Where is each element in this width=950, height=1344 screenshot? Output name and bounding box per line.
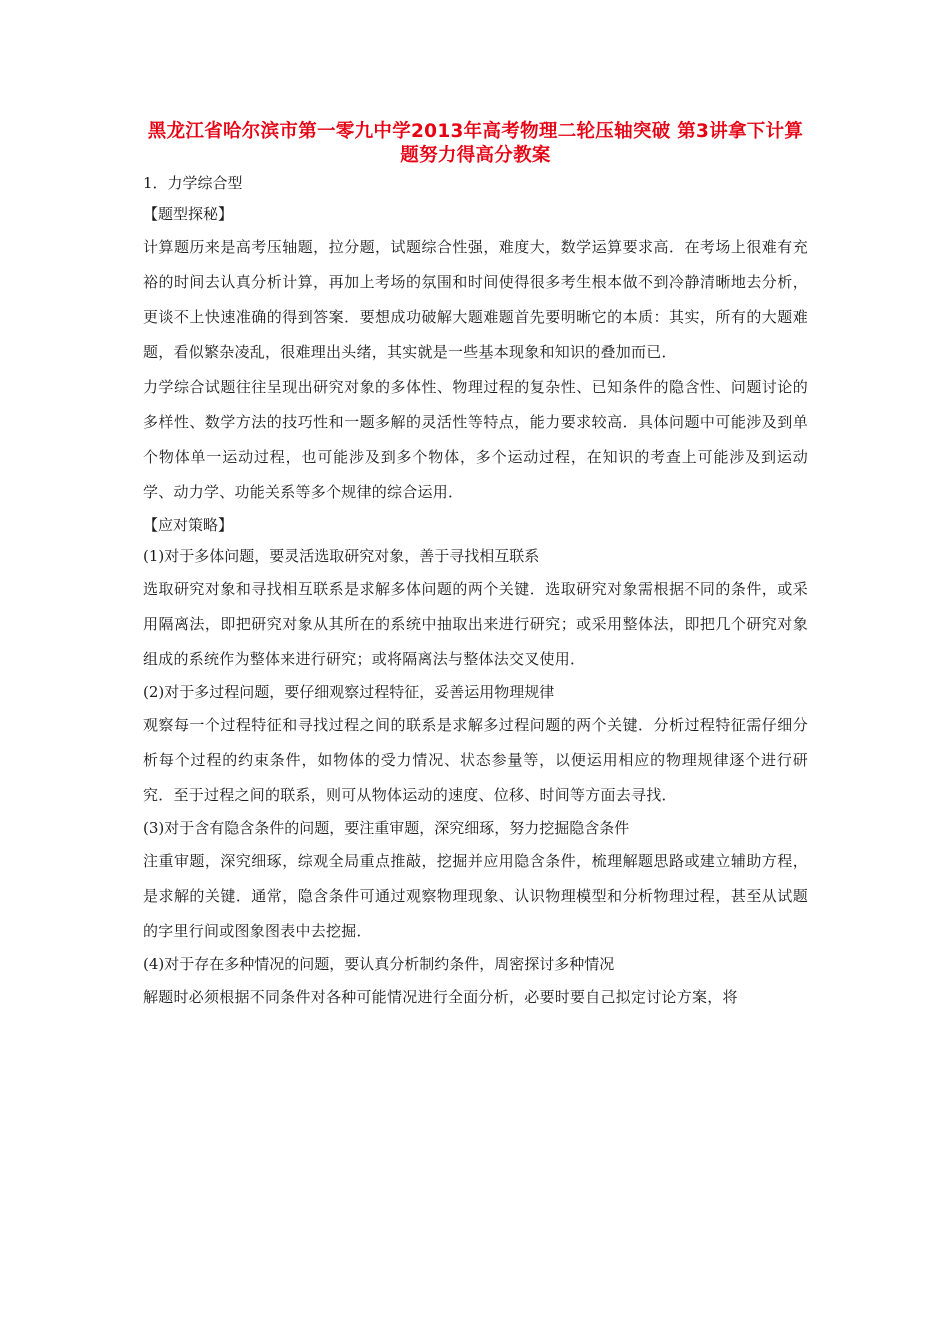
exploration-paragraph-1: 计算题历来是高考压轴题，拉分题，试题综合性强，难度大，数学运算要求高．在考场上很难有充裕的时间去认真分析计算，再加上考场的氛围和时间使得很多考生根本做不到冷静清晰地去分析，更谈不上快速准确的得到答案．要想成功破解大题难题首先要明晰它的本质：其实，所有的大题难题，看似繁杂凌乱，很难理出头绪，其实就是一些基本现象和知识的叠加而已． [143, 238, 808, 361]
strategy-4-title: (4)对于存在多种情况的问题，要认真分析制约条件，周密探讨多种情况 [143, 955, 615, 973]
document-page [143, 120, 808, 1015]
document-title: 黑龙江省哈尔滨市第一零九中学2013年高考物理二轮压轴突破 第3讲拿下计算题努力得高分教案 [147, 121, 804, 166]
exploration-paragraph-2: 力学综合试题往往呈现出研究对象的多体性、物理过程的复杂性、已知条件的隐含性、问题讨论的多样性、数学方法的技巧性和一题多解的灵活性等特点，能力要求较高．具体问题中可能涉及到单个物体单一运动过程，也可能涉及到多个物体，多个运动过程，在知识的考查上可能涉及到运动学、动力学、功能关系等多个规律的综合运用． [143, 378, 808, 501]
strategy-heading: 【应对策略】 [143, 516, 234, 534]
exploration-heading: 【题型探秘】 [143, 205, 234, 223]
strategy-1-text: 选取研究对象和寻找相互联系是求解多体问题的两个关键．选取研究对象需根据不同的条件，或采用隔离法，即把研究对象从其所在的系统中抽取出来进行研究；或采用整体法，即把几个研究对象组成的系统作为整体来进行研究；或将隔离法与整体法交叉使用． [143, 580, 808, 668]
section-heading-mechanics: 1．力学综合型 [143, 174, 243, 192]
strategy-3-title: (3)对于含有隐含条件的问题，要注重审题，深究细琢，努力挖掘隐含条件 [143, 819, 630, 837]
strategy-4-text: 解题时必须根据不同条件对各种可能情况进行全面分析，必要时要自己拟定讨论方案，将 [143, 988, 738, 1006]
strategy-2-title: (2)对于多过程问题，要仔细观察过程特征，妥善运用物理规律 [143, 683, 555, 701]
strategy-2-text: 观察每一个过程特征和寻找过程之间的联系是求解多过程问题的两个关键．分析过程特征需仔细分析每个过程的约束条件，如物体的受力情况、状态参量等，以便运用相应的物理规律逐个进行研究．至于过程之间的联系，则可从物体运动的速度、位移、时间等方面去寻找． [143, 716, 808, 804]
strategy-3-text: 注重审题，深究细琢，综观全局重点推敲，挖掘并应用隐含条件，梳理解题思路或建立辅助方程，是求解的关键．通常，隐含条件可通过观察物理现象、认识物理模型和分析物理过程，甚至从试题的字里行间或图象图表中去挖掘． [143, 852, 808, 940]
strategy-1-title: (1)对于多体问题，要灵活选取研究对象，善于寻找相互联系 [143, 547, 540, 565]
